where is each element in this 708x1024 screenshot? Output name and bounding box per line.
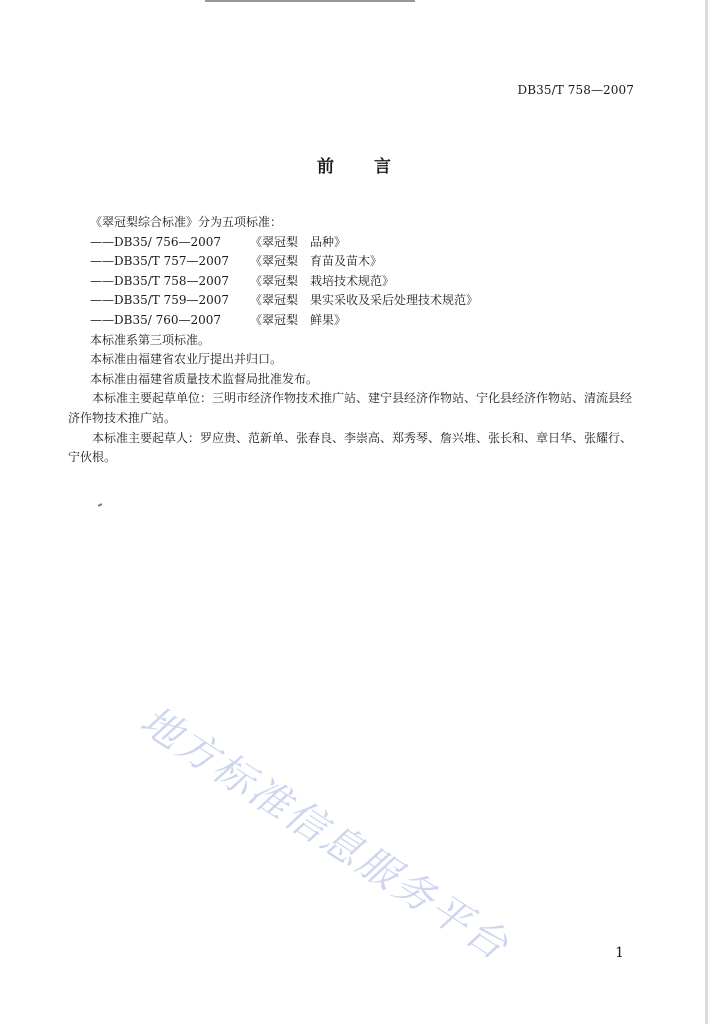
watermark: 地方标准信息服务平台 xyxy=(132,697,518,971)
paragraph-approver: 本标准由福建省质量技术监督局批准发布。 xyxy=(90,371,319,386)
paragraph-drafters: 本标准主要起草人：罗应贵、范新单、张春良、李崇高、郑秀琴、詹兴堆、张长和、章日华、张耀行、宁伙根。 xyxy=(68,430,633,465)
standard-item-1 xyxy=(68,233,634,253)
standard-name: 《翠冠梨 栽培技术规范》 xyxy=(250,273,395,288)
standard-name: 《翠冠梨 鲜果》 xyxy=(250,312,347,327)
paragraph-proposer: 本标准由福建省农业厅提出并归口。 xyxy=(90,352,283,367)
standard-item-2 xyxy=(68,252,634,272)
standard-item-3 xyxy=(68,272,634,292)
standard-code: ——DB35/T 758—2007 xyxy=(90,273,230,288)
paragraph-drafting-units: 本标准主要起草单位：三明市经济作物技术推广站、建宁县经济作物站、宁化县经济作物站、清流县经济作物技术推广站。 xyxy=(68,391,633,425)
intro-line: 《翠冠梨综合标准》分为五项标准： xyxy=(90,215,283,229)
page-number: 1 xyxy=(615,945,624,961)
standard-item-4 xyxy=(68,291,634,311)
standard-code: ——DB35/T 759—2007 xyxy=(90,293,230,308)
scan-speck xyxy=(98,503,102,507)
paragraph-series: 本标准系第三项标准。 xyxy=(90,332,211,347)
foreword-body xyxy=(68,213,634,468)
document-code: DB35/T 758—2007 xyxy=(517,83,634,97)
standard-item-5 xyxy=(68,311,634,331)
page-title-char-1: 前 xyxy=(317,157,334,177)
page-title-char-2: 言 xyxy=(374,157,391,177)
standard-name: 《翠冠梨 品种》 xyxy=(250,234,347,249)
standard-code: ——DB35/T 757—2007 xyxy=(90,254,230,269)
standard-code: ——DB35/ 756—2007 xyxy=(90,234,222,249)
page-title xyxy=(0,152,708,177)
standard-code: ——DB35/ 760—2007 xyxy=(90,312,222,327)
standard-name: 《翠冠梨 育苗及苗木》 xyxy=(250,254,383,269)
scan-edge-top xyxy=(205,0,415,2)
standard-name: 《翠冠梨 果实采收及采后处理技术规范》 xyxy=(250,293,479,308)
